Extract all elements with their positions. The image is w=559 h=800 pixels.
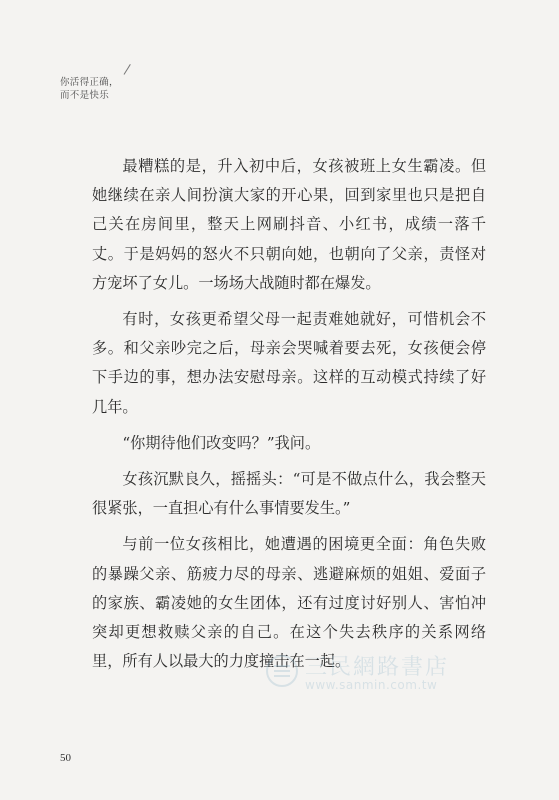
paragraph-4: 女孩沉默良久，摇摇头：“可是不做点什么，我会整天很紧张，一直担心有什么事情要发生。” [92, 470, 486, 518]
paragraph-1: 最糟糕的是，升入初中后，女孩被班上女生霸凌。但她继续在亲人间扮演大家的开心果，回到家里也只是把自己关在房间里，整天上网刷抖音、小红书，成绩一落千丈。于是妈妈的怒火不只朝向她，也朝向了父亲，责怪对方宠坏了女儿。一场场大战随时都在爆发。 [92, 157, 486, 292]
body-text [92, 152, 486, 683]
paragraph-5: 与前一位女孩相比，她遭遇的困境更全面：角色失败的暴躁父亲、筋疲力尽的母亲、逃避麻烦的姐姐、爱面子的家族、霸凌她的女生团体，还有过度讨好别人、害怕冲突却更想救赎父亲的自己。在这个失去秩序的关系网络里，所有人以最大的力度撞击在一起。 [92, 535, 486, 671]
page-number: 50 [60, 752, 71, 764]
running-header [60, 76, 140, 102]
running-header-line-1: 你活得正确， [60, 77, 119, 88]
paragraph-3: “你期待他们改变吗？”我问。 [122, 433, 321, 452]
header-divider [124, 64, 131, 75]
running-header-line-2: 而不是快乐 [60, 90, 110, 101]
paragraph-2: 有时，女孩更希望父母一起责难她就好，可惜机会不多。和父亲吵完之后，母亲会哭喊着要去死，女孩便会停下手边的事，想办法安慰母亲。这样的互动模式持续了好几年。 [92, 310, 486, 416]
watermark-url: www.sanmin.com.tw [305, 678, 438, 692]
watermark-text: 三民網路書店 [305, 655, 450, 680]
